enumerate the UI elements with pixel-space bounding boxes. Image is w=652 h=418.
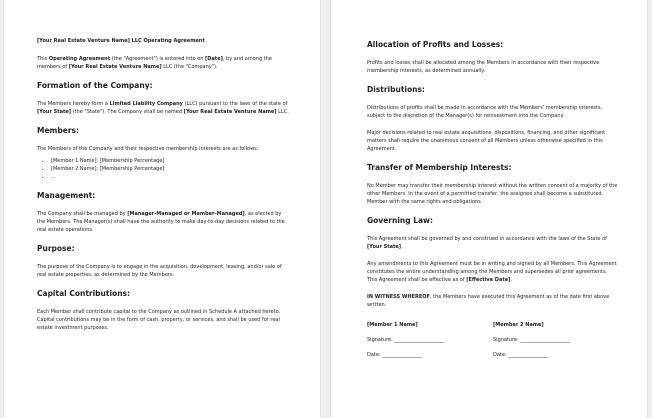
management-paragraph [37, 210, 290, 234]
signature-name: [Member 1 Name] [367, 322, 418, 328]
governing-text-2: . [401, 244, 403, 250]
intro-paragraph [37, 55, 290, 71]
signature-date: Date: ________________ [367, 352, 423, 358]
witness-bold: IN WITNESS WHEREOF [367, 294, 430, 300]
list-item: • ... [51, 173, 290, 181]
list-item: • [Member 1 Name]: [Membership Percentage] [51, 157, 290, 165]
formation-bold-3: [Your Real Estate Venture Name] [183, 109, 277, 115]
transfer-paragraph: No Member may transfer their membership interest without the written consent of a majority of the other Members. In the event of a permitted transfer, the assignee shall become a substituted Member with the same rights and obligations. [367, 183, 618, 205]
allocation-heading: Allocation of Profits and Losses: [367, 40, 504, 49]
formation-bold-1: Limited Liability Company [109, 101, 183, 107]
signature-name: [Member 2 Name] [493, 322, 544, 328]
formation-heading: Formation of the Company: [37, 81, 153, 90]
witness-paragraph [367, 293, 619, 309]
formation-bold-2: [Your State] [37, 109, 72, 115]
allocation-paragraph: Profits and losses shall be allocated among the Members in accordance with their respective membership interests, as determined annually. [367, 60, 600, 74]
capital-heading: Capital Contributions: [37, 289, 131, 298]
purpose-paragraph: The purpose of the Company is to engage in the acquisition, development, leasing, and/or sale of real estate properties, as determined by the Members. [37, 264, 282, 278]
list-item: • [Member 2 Name]: [Membership Percentage] [51, 165, 290, 173]
witness-text: , the Members have executed this Agreement as of the date first above written. [367, 294, 610, 308]
management-heading: Management: [37, 191, 96, 200]
governing-paragraph [367, 235, 619, 251]
intro-text-2: (the "Agreement") is entered into on [110, 56, 205, 62]
governing-heading: Governing Law: [367, 216, 433, 225]
distributions-heading: Distributions: [367, 85, 425, 94]
signature-line: Signature: ____________________ [493, 337, 571, 343]
signature-block [367, 321, 619, 366]
management-text-2: , as elected by the Members. The Manager(s) shall have the authority to make day-to-day decisions related to the real estate operations. [37, 211, 285, 233]
signature-line: Signature: ____________________ [367, 337, 445, 343]
transfer-heading: Transfer of Membership Interests: [367, 163, 512, 172]
signature-member-2 [493, 321, 619, 366]
document-title: [Your Real Estate Venture Name] LLC Operating Agreement [37, 38, 205, 44]
document-page-1 [4, 0, 320, 418]
capital-paragraph: Each Member shall contribute capital to the Company as outlined in Schedule A attached hereto. Capital contributions may be in the form of cash, property, or services, and shall be used for real estate investment purposes. [37, 309, 281, 331]
intro-bold-3: [Your Real Estate Venture Name] [68, 64, 162, 70]
amend-text-2: . [510, 277, 512, 283]
formation-text-2: (LLC) pursuant to the laws of the state of [182, 101, 288, 107]
formation-text-1: The Members hereby form a [37, 101, 110, 107]
amend-bold-1: [Effective Date] [466, 277, 511, 283]
amendments-paragraph [367, 260, 619, 284]
governing-bold-1: [Your State] [367, 244, 402, 250]
intro-text-4: LLC (the "Company"). [161, 64, 218, 70]
intro-text-1: This [37, 56, 49, 62]
document-page-2 [331, 0, 647, 418]
major-decisions-paragraph: Major decisions related to real estate acquisitions, dispositions, financing, and other significant matters shall require the unanimous consent of all Members unless otherwise specified in this Agreement. [367, 130, 606, 152]
formation-text-3: (the "State"). The Company shall be named [71, 109, 184, 115]
management-bold-1: [Manager-Managed or Member-Managed] [127, 211, 245, 217]
members-list [37, 157, 290, 181]
purpose-heading: Purpose: [37, 244, 75, 253]
signature-date: Date: ________________ [493, 352, 549, 358]
governing-text-1: This Agreement shall be governed by and construed in accordance with the laws of the State of [367, 236, 607, 242]
intro-text-3: , by and among the members of [37, 56, 272, 70]
formation-paragraph [37, 100, 290, 116]
intro-bold-1: Operating Agreement [48, 56, 111, 62]
signature-member-1 [367, 321, 493, 366]
distributions-paragraph: Distributions of profits shall be made in accordance with the Members' membership interests, subject to the discretion of the Manager(s) for reinvestment into the Company. [367, 105, 603, 119]
members-paragraph: The Members of the Company and their respective membership interests are as follows: [37, 146, 259, 152]
members-heading: Members: [37, 126, 79, 135]
formation-text-4: LLC. [276, 109, 289, 115]
amend-text-1: Any amendments to this Agreement must be in writing and signed by all Members. This Agreement constitutes the entire understanding among the Members and supersedes all prior agreements. This Agreement shall be effective as of [367, 261, 617, 283]
intro-bold-2: [Date] [205, 56, 223, 62]
management-text-1: The Company shall be managed by [37, 211, 128, 217]
